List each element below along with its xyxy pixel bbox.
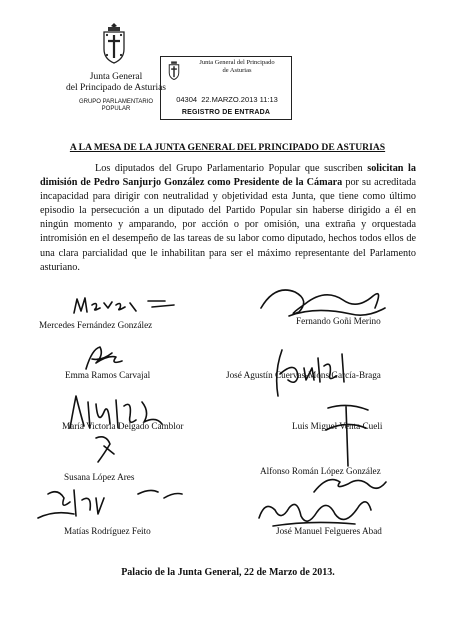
group-line-2: POPULAR	[101, 106, 131, 112]
signature-6	[322, 400, 377, 470]
signatory-name: Alfonso Román López González	[260, 466, 381, 476]
organization-line-1: Junta General	[89, 72, 143, 82]
closing-place-date: Palacio de la Junta General, 22 de Marzo de 2013.	[121, 567, 335, 578]
signatory-name: Matías Rodríguez Feito	[64, 526, 151, 536]
stamp-crest-icon	[166, 60, 182, 80]
signatory-name: José Manuel Felgueres Abad	[276, 526, 382, 536]
stamp-org-line-1: Junta General del Principado	[199, 59, 275, 66]
signature-9	[34, 484, 184, 522]
registry-stamp	[160, 56, 292, 120]
signatory-name: Susana López Ares	[64, 472, 135, 482]
body-text-2: por su acreditada incapacidad para dirigir con neutralidad y objetividad esta Junta, que tiene como último episodio la persecución a un diputado del Partido Popular sin haberse dirigido a él en ningún momento y amparando, por acción o por omisión, una extraña y orquestada intromisión en el desempeño de las tareas de su labor como diputado, hechos todos ellos de una clara parcialidad que le inhabilitan para ser el máximo representante del Parlamento asturiano.	[40, 177, 416, 273]
body-paragraph	[40, 162, 416, 275]
organization-name	[58, 72, 174, 94]
signatory-name: María Victoria Delgado Camblor	[62, 421, 184, 431]
signature-3	[82, 343, 132, 373]
signature-2	[255, 278, 390, 320]
group-line-1: GRUPO PARLAMENTARIO	[78, 99, 154, 105]
body-text-1: Los diputados del Grupo Parlamentario Popular que suscriben	[95, 163, 368, 174]
registry-number: 04304	[176, 95, 198, 104]
organization-line-2: del Principado de Asturias	[66, 83, 166, 93]
signature-1	[70, 293, 180, 319]
signatory-name: Mercedes Fernández González	[39, 320, 153, 330]
signatory-name: Emma Ramos Carvajal	[65, 370, 151, 380]
signatory-name: Fernando Goñi Merino	[296, 316, 381, 326]
stamp-org-line-2: de Asturias	[222, 67, 252, 74]
registry-datetime: 22.MARZO.2013 11:13	[201, 95, 278, 104]
body-text-bold: solicitan la dimisión de Pedro Sanjurjo González como Presidente de la Cámara	[40, 163, 416, 189]
signatory-name: José Agustín Cuervas-Mons García-Braga	[226, 370, 381, 380]
signature-7	[90, 432, 120, 466]
signatory-name: Luis Miguel Venta Cueli	[292, 421, 383, 431]
registry-label: REGISTRO DE ENTRADA	[181, 109, 271, 116]
document-heading: A LA MESA DE LA JUNTA GENERAL DEL PRINCIPADO DE ASTURIAS	[69, 142, 386, 153]
parliamentary-group	[58, 99, 174, 113]
coat-of-arms-icon	[98, 22, 130, 64]
stamp-organization	[187, 59, 287, 75]
stamp-entry	[165, 95, 289, 104]
